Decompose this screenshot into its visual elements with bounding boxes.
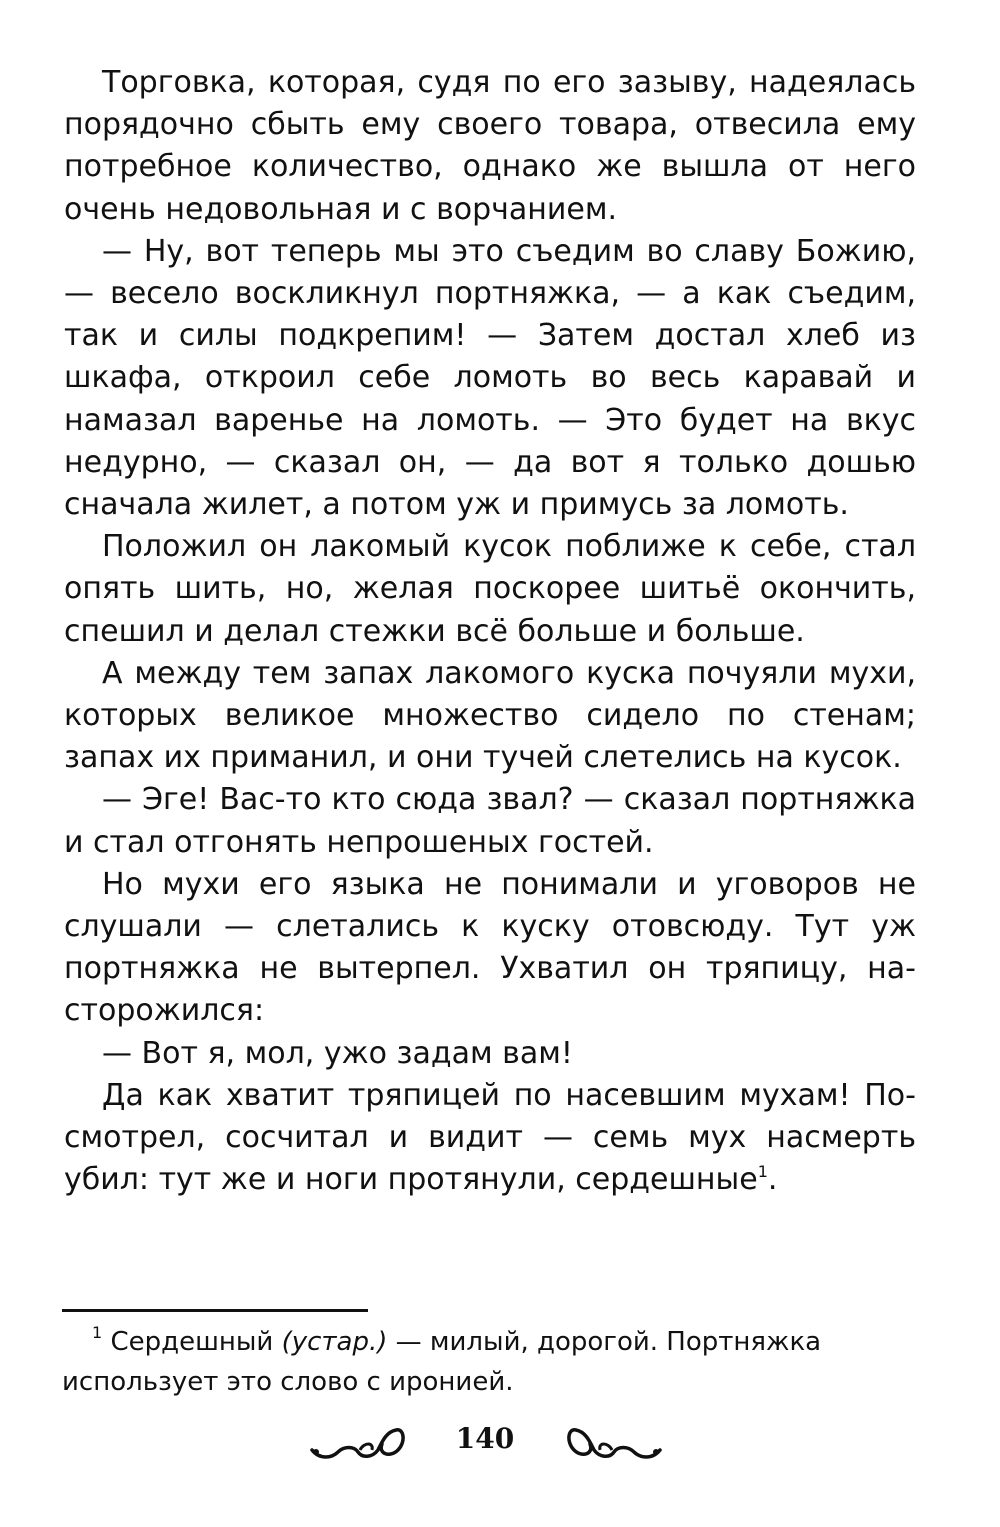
flourish-left-icon [308,1412,408,1468]
paragraph: Положил он лакомый кусок поближе к себе, стал опять шить, но, желая поскорее шитьё окончить, спешил и делал стежки всё больше и больше. [64,529,916,649]
footnote-divider [62,1309,368,1312]
paragraph: Но мухи его языка не понимали и уговоров не слушали — слетались к куску отовсюду. Тут уж портняжка не вытерпел. Ухватил он тряпицу, насторожился: [64,866,916,1029]
footnote-marker: 1 [92,1323,103,1342]
body-text [64,62,916,1201]
paragraph: — Эге! Вас-то кто сюда звал? — сказал портняжка и стал отгонять непрошеных гостей. [64,782,916,860]
paragraph: Торговка, которая, судя по его зазыву, надеялась порядочно сбыть ему своего товара, отвесила ему потребное количество, однако же вышла от него очень недовольная и с ворчанием. [64,65,916,227]
page-folio [0,1410,1000,1470]
footnote-reference[interactable]: 1 [757,1162,768,1182]
paragraph-last [64,1075,916,1202]
closing-period: . [767,1162,778,1198]
page-body [64,62,916,1201]
footnote-term: Сердешный [110,1327,274,1357]
paragraph: — Ну, вот теперь мы это съедим во славу Божию, — весело воскликнул портняжка, — а как съедим, так и силы подкрепим! — Затем достал хлеб из шкафа, откроил себе ломоть во весь каравай и намазал варенье на ломоть. — Это будет на вкус недурно, — сказал он, — да вот я только дошью сначала жилет, а потом уж и примусь за ломоть. [64,233,916,523]
footnote-note: (устар.) [281,1327,388,1357]
paragraph: А между тем запах лакомого куска почуяли мухи, которых великое множество сидело по стенам; запах их приманил, и они тучей слетелись на кусок. [64,655,916,776]
page-number: 140 [455,1422,515,1455]
footnote [62,1322,916,1402]
footnote-definition: — милый, дорогой. Портняжка использует это слово с иронией. [62,1327,822,1397]
flourish-right-icon [564,1412,664,1468]
paragraph-last-text: Да как хватит тряпицей по насевшим мухам! Посмотрел, сосчитал и видит — семь мух насмерть убил: тут же и ноги протянули, сердешные [64,1077,916,1198]
paragraph: — Вот я, мол, ужо задам вам! [102,1035,573,1071]
